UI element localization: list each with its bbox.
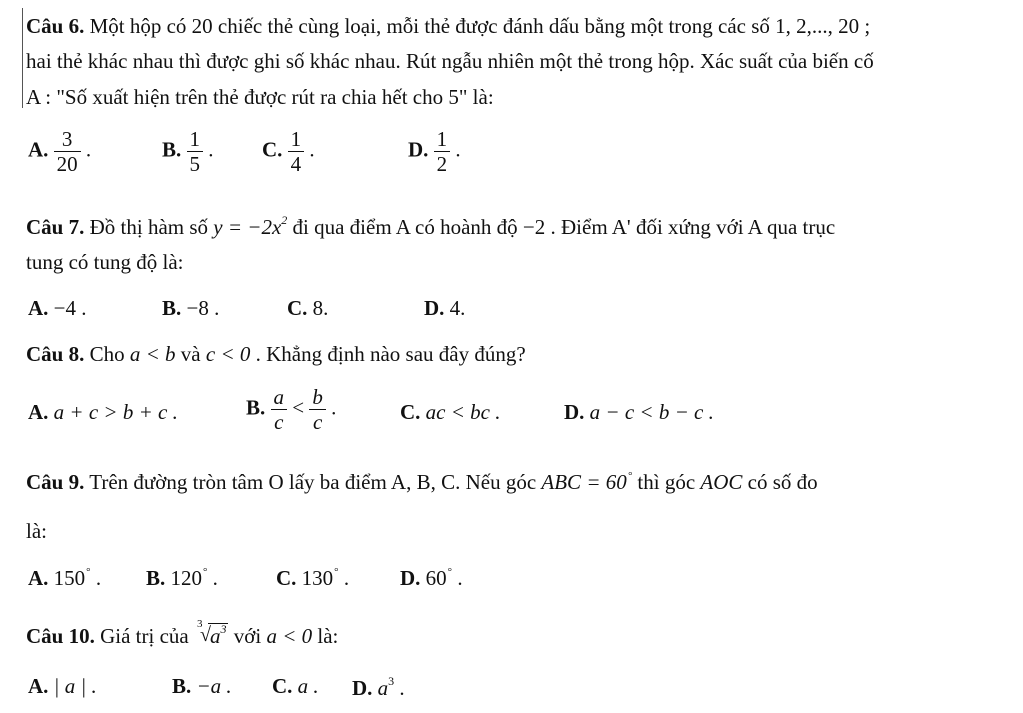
fraction-denominator: c	[312, 410, 323, 434]
root-index: 3	[196, 618, 203, 630]
option-value: 60	[425, 566, 447, 590]
option-key: A.	[28, 400, 49, 424]
q7-option-d[interactable]	[424, 296, 465, 321]
q7-option-b[interactable]	[162, 296, 219, 321]
option-key: D.	[564, 400, 585, 424]
option-key: A.	[28, 566, 49, 590]
q8-option-c[interactable]	[400, 400, 500, 425]
option-key: C.	[276, 566, 297, 590]
q7-option-a[interactable]	[28, 296, 87, 321]
q10-text-a: Giá trị của	[100, 624, 189, 648]
q6-text-line3: A : "Số xuất hiện trên thẻ được rút ra chia hết cho 5" là:	[26, 85, 494, 109]
option-value: a .	[297, 674, 319, 698]
option-tail: .	[331, 395, 337, 420]
q8-label: Câu 8.	[26, 342, 85, 366]
option-key: B.	[162, 296, 182, 320]
q10-text-c: là:	[317, 624, 339, 648]
fraction-denominator: 2	[436, 152, 448, 176]
root-body: a	[209, 624, 221, 648]
option-key: C.	[400, 400, 421, 424]
option-key: A.	[28, 296, 49, 320]
fraction-numerator: 3	[61, 127, 73, 151]
q7-formula	[213, 215, 287, 239]
degree-sign: °	[447, 566, 453, 578]
option-key: D.	[400, 566, 421, 590]
root-exponent: 3	[220, 622, 227, 636]
fraction-a-over-c	[271, 386, 288, 433]
q10-option-c[interactable]	[272, 674, 319, 699]
q9-line1	[26, 470, 818, 495]
fraction-denominator: c	[274, 410, 284, 434]
fraction-denominator: 4	[290, 152, 302, 176]
q9-label: Câu 9.	[26, 470, 85, 494]
q9-angle: AOC	[700, 470, 743, 494]
q6-label: Câu 6.	[26, 14, 85, 38]
q10-line1	[26, 618, 339, 649]
option-value: −8 .	[186, 296, 220, 320]
option-key: D.	[408, 137, 429, 162]
option-value: a + c > b + c .	[53, 400, 178, 424]
less-than-sign: <	[292, 395, 305, 420]
fraction	[288, 128, 305, 175]
fraction	[434, 128, 451, 175]
q8-condition-2: c < 0	[205, 342, 251, 366]
q6-text-line1: Một hộp có 20 chiếc thẻ cùng loại, mỗi thẻ được đánh dấu bằng một trong các số 1, 2,..., 20 ;	[89, 14, 871, 38]
q8-text-b: và	[180, 342, 201, 366]
q9-formula	[541, 470, 632, 494]
q8-option-b[interactable]	[246, 386, 336, 433]
fraction-numerator: 1	[290, 127, 302, 151]
option-value: 8.	[312, 296, 329, 320]
q9-text-a: Trên đường tròn tâm O lấy ba điểm A, B, C. Nếu góc	[89, 470, 537, 494]
q8-option-d[interactable]	[564, 400, 714, 425]
q9-option-d[interactable]	[400, 566, 463, 591]
option-key: D.	[424, 296, 445, 320]
q9-text-line2: là:	[26, 519, 47, 543]
q8-condition-1: a < b	[129, 342, 176, 366]
q6-option-d[interactable]: D. $\frac{1}{2}$ .	[408, 127, 461, 176]
fraction-numerator: b	[312, 385, 323, 409]
option-key: A.	[28, 674, 49, 698]
option-value: −a .	[196, 674, 232, 698]
q6-text-line2: hai thẻ khác nhau thì được ghi số khác nhau. Rút ngẫu nhiên một thẻ trong hộp. Xác suất của biến cố	[26, 49, 874, 73]
option-key: B.	[146, 566, 166, 590]
q8-text-c: . Khẳng định nào sau đây đúng?	[255, 342, 526, 366]
option-key: B.	[246, 395, 266, 420]
option-value: a	[377, 676, 389, 700]
q8-option-a[interactable]	[28, 400, 178, 425]
option-value: | a | .	[53, 674, 97, 698]
q7-line1	[26, 213, 835, 240]
degree-sign: °	[203, 566, 208, 578]
q9-text-b: thì góc	[637, 470, 696, 494]
q9-option-c[interactable]	[276, 566, 349, 591]
q10-label: Câu 10.	[26, 624, 95, 648]
option-tail: .	[95, 566, 102, 590]
q6-option-b[interactable]: B. $\frac{1}{5}$ .	[162, 127, 214, 176]
option-key: C.	[287, 296, 308, 320]
fraction-denominator: 20	[56, 152, 78, 176]
option-tail: .	[343, 566, 350, 590]
q6-option-c[interactable]: C. $\frac{1}{4}$ .	[262, 127, 315, 176]
option-value: ac < bc .	[425, 400, 501, 424]
fraction	[54, 128, 81, 175]
degree-sign: °	[86, 566, 91, 578]
option-value: 150	[53, 566, 86, 590]
fraction-numerator: 1	[436, 127, 448, 151]
q8-text-a: Cho	[89, 342, 125, 366]
fraction-denominator: 5	[189, 152, 201, 176]
q9-option-a[interactable]	[28, 566, 101, 591]
q6-option-a[interactable]: A. $\frac{3}{20}$ .	[28, 127, 92, 176]
option-key: A.	[28, 137, 49, 162]
option-key: B.	[162, 137, 182, 162]
option-value: −4 .	[53, 296, 87, 320]
q8-line1	[26, 342, 526, 367]
cube-root	[194, 618, 229, 649]
q10-text-b: với	[233, 624, 262, 648]
option-key: C.	[272, 674, 293, 698]
q7-label: Câu 7.	[26, 215, 85, 239]
option-key: D.	[352, 676, 373, 700]
q10-option-a[interactable]	[28, 674, 97, 699]
q7-formula-exponent: 2	[281, 213, 288, 227]
option-value: 4.	[449, 296, 466, 320]
q9-text-c: có số đo	[747, 470, 818, 494]
page-margin-line	[22, 8, 23, 108]
q7-text-line2: tung có tung độ là:	[26, 250, 184, 274]
q7-text-b: đi qua điểm A có hoành độ −2 . Điểm A' đối xứng với A qua trục	[292, 215, 836, 239]
q7-formula-main: y = −2x	[213, 215, 282, 239]
degree-sign: °	[334, 566, 339, 578]
q9-option-b[interactable]	[146, 566, 218, 591]
q7-text-a: Đồ thị hàm số	[89, 215, 209, 239]
option-value: a − c < b − c .	[589, 400, 714, 424]
q9-formula-main: ABC = 60	[541, 470, 627, 494]
q7-option-c[interactable]	[287, 296, 328, 321]
option-tail: .	[212, 566, 218, 590]
q6-line1	[26, 14, 870, 39]
option-tail: .	[457, 566, 463, 590]
degree-sign: °	[627, 470, 633, 482]
fraction-numerator: a	[273, 385, 285, 409]
radical-sign: √	[199, 624, 211, 646]
q10-option-b[interactable]	[172, 674, 232, 699]
q10-option-d[interactable]	[352, 674, 405, 701]
option-value: 130	[301, 566, 334, 590]
fraction-numerator: 1	[189, 127, 201, 151]
fraction-b-over-c	[309, 386, 326, 433]
option-tail: .	[399, 676, 405, 700]
option-value: 120	[170, 566, 203, 590]
option-key: C.	[262, 137, 283, 162]
option-exponent: 3	[388, 674, 395, 688]
fraction	[187, 128, 204, 175]
option-key: B.	[172, 674, 192, 698]
q10-condition: a < 0	[266, 624, 313, 648]
